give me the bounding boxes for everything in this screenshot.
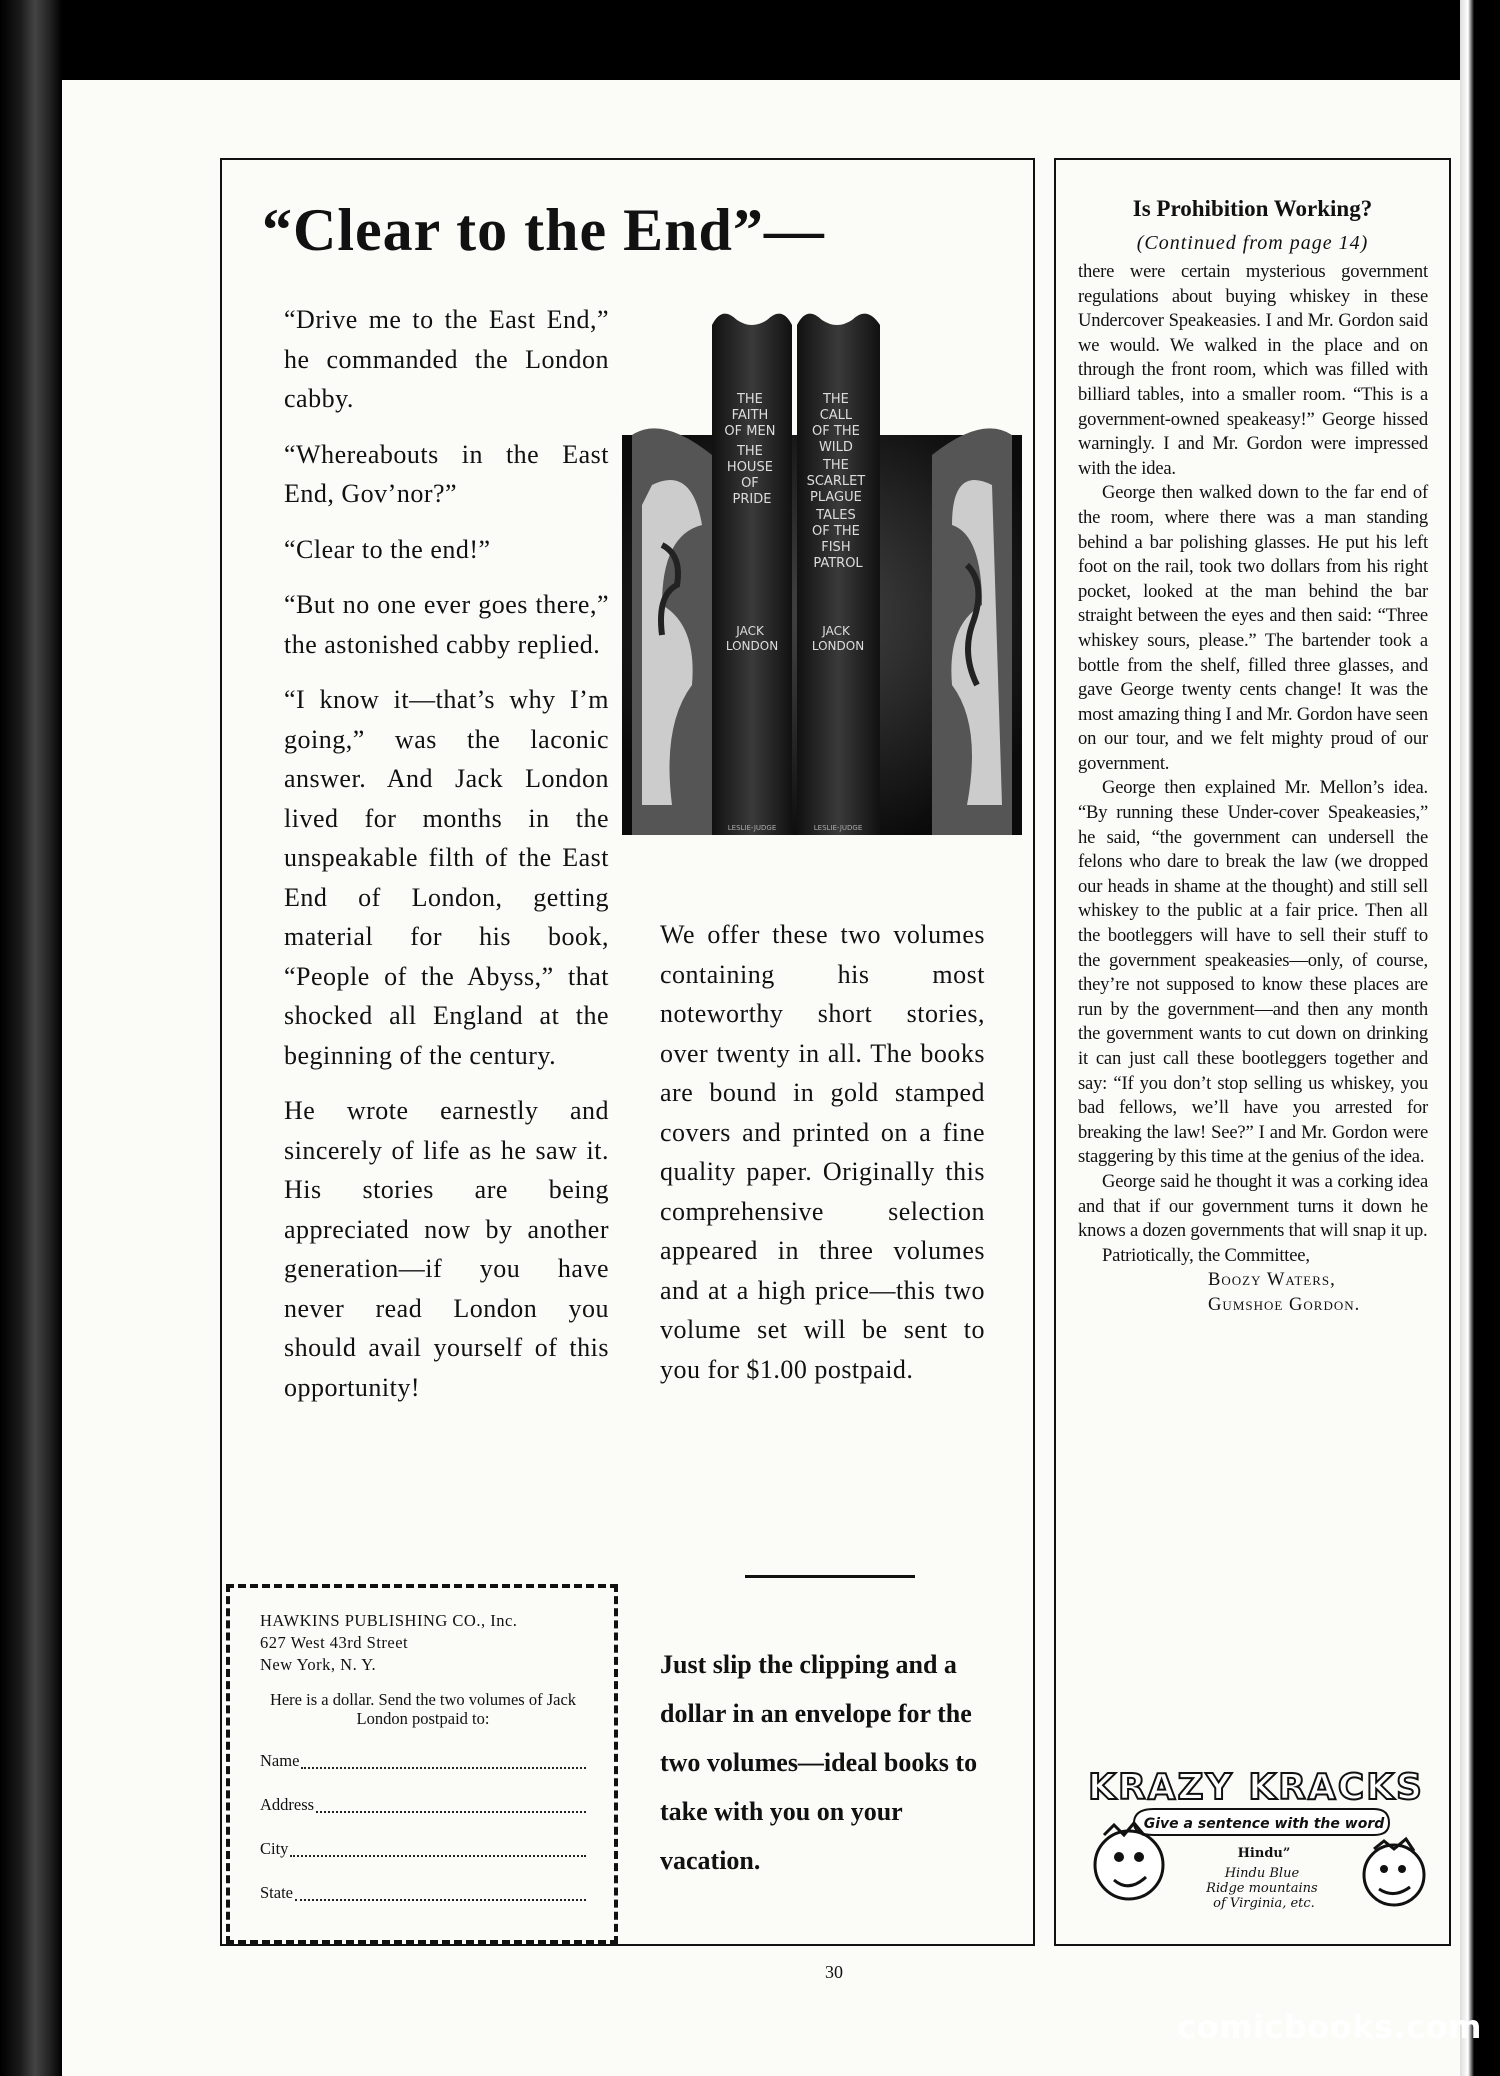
name-field[interactable] — [260, 1750, 586, 1772]
svg-text:Hindu Blue Ridge mountai: Hindu Blue Ridge mountains of Virginia, etc. — [1206, 1866, 1318, 1911]
order-coupon — [226, 1584, 618, 1944]
call-to-action: Just slip the clipping and a dollar in an envelope for the two volumes—ideal books to take with you on your vacation. — [660, 1650, 978, 1875]
article-title: Is Prohibition Working? — [1132, 196, 1373, 221]
coupon-city: New York, N. Y. — [260, 1655, 377, 1674]
ad-paragraph: “I know it—that’s why I’m going,” was the laconic answer. And Jack London lived for months in the unspeakable filth of the East End of London, getting material for his book, “People of the Abyss,” that shocked all England at the beginning of the century. — [284, 685, 609, 1070]
svg-text:LESLIE-JUDGE: LESLIE-JUDGE — [727, 824, 777, 832]
page-right-edge — [1460, 0, 1500, 2076]
svg-text:THE CALL OF TH: THE CALL OF THE WILD THE SCARLET PLAGUE TALES OF THE FISH PATROL — [806, 392, 866, 571]
continued-note: (Continued from page 14) — [1136, 232, 1369, 254]
krazy-kracks-title: KRAZY KRACKS — [1088, 1767, 1424, 1808]
article-paragraph: George said he thought it was a corking idea and that if our government turns it down he knows a dozen governments that will snap it up. — [1078, 1170, 1428, 1242]
left-bookend — [632, 428, 712, 835]
city-field-label: City — [260, 1839, 289, 1858]
address-field-label: Address — [260, 1795, 315, 1814]
book-right — [797, 314, 880, 835]
krazy-word: Hindu” — [1237, 1846, 1291, 1861]
coupon-instructions: Here is a dollar. Send the two volumes of Jack London postpaid to: — [269, 1690, 577, 1728]
svg-text:JACK LONDON: JACK LONDON — [725, 624, 779, 653]
right-bookend — [932, 428, 1012, 835]
article-body — [1078, 260, 1428, 1318]
ad-headline: “Clear to the End”— — [262, 197, 825, 263]
books-photo — [622, 305, 1022, 865]
ad-paragraph: “Drive me to the East End,” he commanded the London cabby. — [284, 305, 609, 413]
svg-text:JACK LONDON: JACK LONDON — [811, 624, 865, 653]
svg-text:THE FAITH OF M: THE FAITH OF MEN THE HOUSE OF PRIDE — [724, 392, 776, 507]
article-paragraph: George then explained Mr. Mellon’s idea. “By running these Under-cover Speakeasies,” he said, “the government can undersell the felons who dare to break the law (we dropped our heads in shame at the thought) and still sell whiskey to the public at a fair price. Then all the bootleggers will have to sell their stuff to the government speakeasies—only, of course, they’re not supposed to know these places are run by the government—and then any month the government wants to cut down on drinking it can just call these bootleggers together and say: “If you don’t stop selling us whiskey, you bad fellows, we’ll have you arrested for breaking the law! See?” I and Mr. Gordon were staggering by this time at the genius of the idea. — [1078, 777, 1428, 1168]
city-field[interactable] — [260, 1838, 586, 1860]
ad-paragraph: “Whereabouts in the East End, Gov’nor?” — [284, 439, 609, 508]
ad-paragraph: “But no one ever goes there,” the astonished cabby replied. — [284, 590, 609, 659]
coupon-street: 627 West 43rd Street — [260, 1633, 409, 1652]
address-field[interactable] — [260, 1794, 586, 1816]
ad-left-column — [284, 300, 609, 1423]
svg-text:LESLIE-JUDGE: LESLIE-JUDGE — [813, 824, 863, 832]
watermark: comicbooks.com — [1177, 2008, 1482, 2046]
article-paragraph: George then walked down to the far end of the room, where there was a man standing behind a bar polishing glasses. He put his left foot on the rail, took two dollars from his right pocket, looked at the man behind the bar straight between the eyes and then said: “Three whiskey sours, please.” The bartender took a bottle from the shelf, filled three glasses, and gave George twenty cents change! It was the most amazing thing I and Mr. Gordon have seen on our tour, and we felt mighty proud of our government. — [1078, 482, 1428, 774]
signoff: Patriotically, the Committee, — [1102, 1244, 1310, 1266]
cartoon-face-right — [1364, 1839, 1424, 1905]
scan-top-border — [0, 0, 1500, 80]
krazy-tagline: Give a sentence with the word — [1143, 1816, 1385, 1832]
state-field[interactable] — [260, 1882, 586, 1904]
prohibition-article — [1054, 158, 1451, 1946]
ad-paragraph: He wrote earnestly and sincerely of life as he saw it. His stories are being appreciated now by another generation—if you have never read London you should avail yourself of this opportunity! — [284, 1096, 609, 1402]
signature-block — [1078, 1244, 1428, 1318]
ad-paragraph: “Clear to the end!” — [284, 534, 491, 564]
book-binding-edge — [0, 0, 62, 2076]
name-field-label: Name — [260, 1751, 300, 1770]
divider-rule — [745, 1575, 915, 1578]
book-left — [712, 314, 792, 835]
page-number: 30 — [825, 1962, 843, 1982]
signer-boozy-waters: Boozy Waters, — [1208, 1269, 1336, 1291]
article-paragraph: there were certain mysterious government regulations about buying whiskey in these Undercover Speakeasies. I and Mr. Gordon said we would. We walked in the place and on through the front room, which was filled with billiard tables, into a smaller room. “This is a government-owned speakeasy!” George hissed warningly. I and Mr. Gordon were impressed with the idea. — [1078, 261, 1428, 479]
signer-gumshoe-gordon: Gumshoe Gordon. — [1208, 1293, 1361, 1315]
coupon-company: HAWKINS PUBLISHING CO., Inc. — [260, 1611, 518, 1630]
krazy-kracks-cartoon — [1074, 1765, 1439, 1930]
jack-london-advertisement — [220, 158, 1035, 1946]
state-field-label: State — [260, 1883, 293, 1902]
ad-offer-paragraph: We offer these two volumes containing his most noteworthy short stories, over twenty in all. The books are bound in gold stamped covers and printed on a fine quality paper. Originally this comprehensive selection appeared in three volumes and at a high price—this two volume set will be sent to you for $1.00 postpaid. — [660, 920, 985, 1384]
